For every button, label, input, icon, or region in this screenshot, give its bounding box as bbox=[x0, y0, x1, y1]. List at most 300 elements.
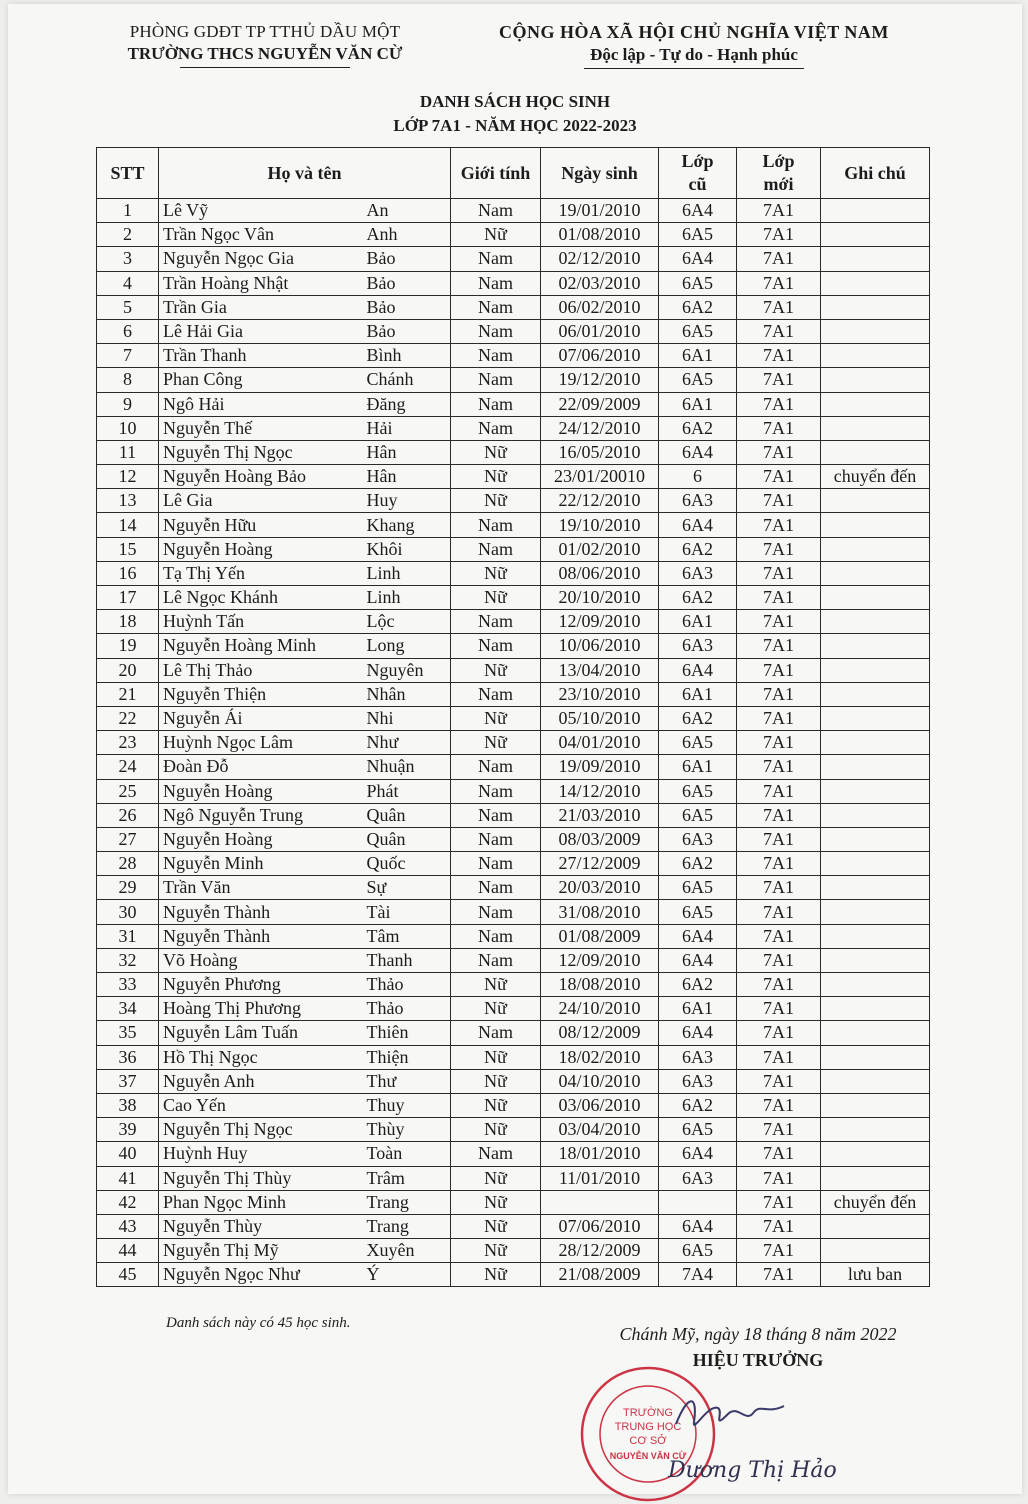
table-row bbox=[97, 344, 930, 368]
cell-note: chuyển đến bbox=[821, 465, 930, 489]
cell-gender: Nữ bbox=[451, 1093, 541, 1117]
cell-stt: 15 bbox=[97, 537, 159, 561]
cell-old-class: 6A1 bbox=[659, 610, 737, 634]
cell-dob: 19/10/2010 bbox=[541, 513, 659, 537]
cell-gender: Nữ bbox=[451, 1190, 541, 1214]
cell-stt: 24 bbox=[97, 755, 159, 779]
cell-new-class: 7A1 bbox=[737, 1021, 821, 1045]
table-row bbox=[97, 876, 930, 900]
cell-gender: Nữ bbox=[451, 1069, 541, 1093]
table-row bbox=[97, 755, 930, 779]
cell-given-name: Trang bbox=[363, 1190, 451, 1214]
cell-dob: 04/01/2010 bbox=[541, 731, 659, 755]
cell-old-class: 6A3 bbox=[659, 489, 737, 513]
cell-new-class: 7A1 bbox=[737, 1214, 821, 1238]
cell-given-name: Nhân bbox=[363, 682, 451, 706]
cell-new-class: 7A1 bbox=[737, 271, 821, 295]
cell-family-name: Lê Hải Gia bbox=[159, 319, 363, 343]
signature-stroke bbox=[676, 1401, 784, 1425]
cell-old-class: 6A5 bbox=[659, 731, 737, 755]
cell-dob: 20/10/2010 bbox=[541, 586, 659, 610]
cell-stt: 31 bbox=[97, 924, 159, 948]
cell-family-name: Hồ Thị Ngọc bbox=[159, 1045, 363, 1069]
cell-new-class: 7A1 bbox=[737, 368, 821, 392]
cell-note bbox=[821, 682, 930, 706]
cell-stt: 21 bbox=[97, 682, 159, 706]
table-row bbox=[97, 1045, 930, 1069]
cell-new-class: 7A1 bbox=[737, 344, 821, 368]
cell-stt: 19 bbox=[97, 634, 159, 658]
cell-family-name: Nguyễn Minh bbox=[159, 852, 363, 876]
cell-given-name: Thanh bbox=[363, 948, 451, 972]
cell-old-class: 6A5 bbox=[659, 779, 737, 803]
cell-note bbox=[821, 997, 930, 1021]
cell-old-class: 6A5 bbox=[659, 271, 737, 295]
cell-old-class: 6A4 bbox=[659, 924, 737, 948]
cell-new-class: 7A1 bbox=[737, 779, 821, 803]
table-row bbox=[97, 295, 930, 319]
signature-mark bbox=[668, 1384, 788, 1444]
cell-gender: Nữ bbox=[451, 706, 541, 730]
department-name: PHÒNG GDĐT TP TTHỦ DẦU MỘT bbox=[129, 22, 401, 41]
cell-new-class: 7A1 bbox=[737, 1263, 821, 1287]
table-row bbox=[97, 706, 930, 730]
cell-given-name: Sự bbox=[363, 876, 451, 900]
table-row bbox=[97, 1263, 930, 1287]
cell-note bbox=[821, 223, 930, 247]
cell-dob: 04/10/2010 bbox=[541, 1069, 659, 1093]
cell-stt: 1 bbox=[97, 199, 159, 223]
cell-note bbox=[821, 1166, 930, 1190]
cell-family-name: Lê Gia bbox=[159, 489, 363, 513]
cell-gender: Nam bbox=[451, 513, 541, 537]
cell-given-name: Thảo bbox=[363, 997, 451, 1021]
cell-old-class: 6A2 bbox=[659, 586, 737, 610]
cell-new-class: 7A1 bbox=[737, 537, 821, 561]
cell-new-class: 7A1 bbox=[737, 561, 821, 585]
cell-family-name: Trần Văn bbox=[159, 876, 363, 900]
cell-given-name: Thiện bbox=[363, 1045, 451, 1069]
cell-stt: 25 bbox=[97, 779, 159, 803]
table-row bbox=[97, 247, 930, 271]
cell-old-class: 6A2 bbox=[659, 852, 737, 876]
cell-stt: 8 bbox=[97, 368, 159, 392]
table-row bbox=[97, 1190, 930, 1214]
cell-stt: 16 bbox=[97, 561, 159, 585]
col-note: Ghi chú bbox=[821, 148, 930, 199]
cell-note bbox=[821, 513, 930, 537]
cell-dob: 01/08/2010 bbox=[541, 223, 659, 247]
cell-given-name: Hân bbox=[363, 465, 451, 489]
cell-given-name: Phát bbox=[363, 779, 451, 803]
cell-dob: 23/01/20010 bbox=[541, 465, 659, 489]
cell-new-class: 7A1 bbox=[737, 1045, 821, 1069]
cell-gender: Nữ bbox=[451, 1166, 541, 1190]
cell-family-name: Nguyễn Hoàng bbox=[159, 537, 363, 561]
col-gender: Giới tính bbox=[451, 148, 541, 199]
cell-stt: 32 bbox=[97, 948, 159, 972]
cell-gender: Nam bbox=[451, 416, 541, 440]
col-new-class bbox=[737, 148, 821, 199]
agency-header bbox=[100, 22, 430, 68]
table-row bbox=[97, 682, 930, 706]
cell-stt: 33 bbox=[97, 973, 159, 997]
cell-gender: Nam bbox=[451, 803, 541, 827]
motto: Độc lập - Tự do - Hạnh phúc bbox=[590, 45, 798, 64]
cell-note bbox=[821, 634, 930, 658]
cell-old-class: 6A3 bbox=[659, 1045, 737, 1069]
cell-gender: Nữ bbox=[451, 1045, 541, 1069]
cell-gender: Nam bbox=[451, 199, 541, 223]
cell-new-class: 7A1 bbox=[737, 827, 821, 851]
cell-note bbox=[821, 537, 930, 561]
cell-given-name: Thùy bbox=[363, 1118, 451, 1142]
cell-dob: 24/12/2010 bbox=[541, 416, 659, 440]
cell-family-name: Huỳnh Ngọc Lâm bbox=[159, 731, 363, 755]
cell-family-name: Ngô Hải bbox=[159, 392, 363, 416]
table-row bbox=[97, 513, 930, 537]
cell-new-class: 7A1 bbox=[737, 586, 821, 610]
cell-dob: 06/02/2010 bbox=[541, 295, 659, 319]
cell-gender: Nữ bbox=[451, 997, 541, 1021]
cell-old-class: 6A3 bbox=[659, 1166, 737, 1190]
cell-stt: 35 bbox=[97, 1021, 159, 1045]
cell-note bbox=[821, 1069, 930, 1093]
cell-dob: 03/04/2010 bbox=[541, 1118, 659, 1142]
cell-gender: Nữ bbox=[451, 1214, 541, 1238]
table-row bbox=[97, 1142, 930, 1166]
cell-given-name: Khôi bbox=[363, 537, 451, 561]
table-row bbox=[97, 489, 930, 513]
cell-given-name: An bbox=[363, 199, 451, 223]
cell-family-name: Võ Hoàng bbox=[159, 948, 363, 972]
cell-gender: Nữ bbox=[451, 731, 541, 755]
cell-given-name: Thuy bbox=[363, 1093, 451, 1117]
cell-note bbox=[821, 1118, 930, 1142]
cell-note bbox=[821, 610, 930, 634]
cell-gender: Nữ bbox=[451, 465, 541, 489]
cell-given-name: Trâm bbox=[363, 1166, 451, 1190]
cell-old-class: 6A3 bbox=[659, 561, 737, 585]
cell-note bbox=[821, 948, 930, 972]
table-row bbox=[97, 368, 930, 392]
cell-note bbox=[821, 1214, 930, 1238]
cell-family-name: Huỳnh Huy bbox=[159, 1142, 363, 1166]
cell-family-name: Nguyễn Hoàng bbox=[159, 827, 363, 851]
cell-stt: 23 bbox=[97, 731, 159, 755]
cell-dob: 21/03/2010 bbox=[541, 803, 659, 827]
cell-family-name: Nguyễn Hoàng Bảo bbox=[159, 465, 363, 489]
cell-new-class: 7A1 bbox=[737, 948, 821, 972]
cell-gender: Nữ bbox=[451, 561, 541, 585]
cell-given-name: Nhuận bbox=[363, 755, 451, 779]
cell-note bbox=[821, 271, 930, 295]
cell-given-name: Quốc bbox=[363, 852, 451, 876]
cell-stt: 14 bbox=[97, 513, 159, 537]
cell-dob: 08/12/2009 bbox=[541, 1021, 659, 1045]
cell-given-name: Bảo bbox=[363, 271, 451, 295]
cell-dob: 24/10/2010 bbox=[541, 997, 659, 1021]
cell-family-name: Nguyễn Thị Ngọc bbox=[159, 440, 363, 464]
cell-given-name: Hân bbox=[363, 440, 451, 464]
cell-old-class: 6A3 bbox=[659, 634, 737, 658]
cell-gender: Nam bbox=[451, 948, 541, 972]
table-row bbox=[97, 827, 930, 851]
cell-given-name: Tài bbox=[363, 900, 451, 924]
title-line2: LỚP 7A1 - NĂM HỌC 2022-2023 bbox=[393, 116, 637, 135]
cell-family-name: Trần Thanh bbox=[159, 344, 363, 368]
cell-new-class: 7A1 bbox=[737, 731, 821, 755]
cell-note bbox=[821, 344, 930, 368]
cell-stt: 30 bbox=[97, 900, 159, 924]
cell-given-name: Chánh bbox=[363, 368, 451, 392]
cell-stt: 10 bbox=[97, 416, 159, 440]
cell-gender: Nữ bbox=[451, 658, 541, 682]
cell-old-class: 6A4 bbox=[659, 247, 737, 271]
cell-stt: 26 bbox=[97, 803, 159, 827]
cell-family-name: Nguyễn Hoàng bbox=[159, 779, 363, 803]
cell-given-name: Nhi bbox=[363, 706, 451, 730]
signing-date: Chánh Mỹ, ngày 18 tháng 8 năm 2022 bbox=[619, 1324, 897, 1344]
col-new-class-line2: mới bbox=[763, 174, 794, 194]
cell-old-class: 6A2 bbox=[659, 416, 737, 440]
cell-gender: Nam bbox=[451, 827, 541, 851]
cell-old-class: 6A4 bbox=[659, 658, 737, 682]
cell-old-class: 6A5 bbox=[659, 1239, 737, 1263]
table-row bbox=[97, 803, 930, 827]
cell-gender: Nữ bbox=[451, 586, 541, 610]
cell-new-class: 7A1 bbox=[737, 489, 821, 513]
cell-note bbox=[821, 392, 930, 416]
cell-family-name: Lê Vỹ bbox=[159, 199, 363, 223]
cell-new-class: 7A1 bbox=[737, 1118, 821, 1142]
cell-gender: Nam bbox=[451, 610, 541, 634]
cell-note bbox=[821, 1045, 930, 1069]
cell-dob: 12/09/2010 bbox=[541, 948, 659, 972]
cell-dob: 19/12/2010 bbox=[541, 368, 659, 392]
cell-new-class: 7A1 bbox=[737, 682, 821, 706]
cell-gender: Nam bbox=[451, 876, 541, 900]
table-row bbox=[97, 1069, 930, 1093]
table-row bbox=[97, 392, 930, 416]
cell-new-class: 7A1 bbox=[737, 199, 821, 223]
cell-family-name: Ngô Nguyễn Trung bbox=[159, 803, 363, 827]
seal-text-1: TRƯỜNG bbox=[623, 1407, 673, 1419]
cell-note bbox=[821, 852, 930, 876]
cell-gender: Nữ bbox=[451, 973, 541, 997]
cell-given-name: Long bbox=[363, 634, 451, 658]
table-row bbox=[97, 634, 930, 658]
cell-new-class: 7A1 bbox=[737, 295, 821, 319]
table-row bbox=[97, 199, 930, 223]
cell-family-name: Trần Gia bbox=[159, 295, 363, 319]
document-title bbox=[8, 90, 1022, 138]
cell-family-name: Lê Thị Thảo bbox=[159, 658, 363, 682]
cell-old-class: 6 bbox=[659, 465, 737, 489]
cell-note bbox=[821, 440, 930, 464]
cell-old-class: 6A3 bbox=[659, 1069, 737, 1093]
cell-given-name: Anh bbox=[363, 223, 451, 247]
col-stt: STT bbox=[97, 148, 159, 199]
cell-old-class: 6A1 bbox=[659, 392, 737, 416]
cell-family-name: Trần Hoàng Nhật bbox=[159, 271, 363, 295]
country-name: CỘNG HÒA XÃ HỘI CHỦ NGHĨA VIỆT NAM bbox=[499, 22, 889, 42]
table-row bbox=[97, 271, 930, 295]
cell-family-name: Nguyễn Thành bbox=[159, 924, 363, 948]
cell-gender: Nam bbox=[451, 392, 541, 416]
cell-family-name: Nguyễn Thị Ngọc bbox=[159, 1118, 363, 1142]
cell-note: chuyển đến bbox=[821, 1190, 930, 1214]
col-old-class-line1: Lớp bbox=[681, 151, 714, 171]
cell-stt: 22 bbox=[97, 706, 159, 730]
cell-dob: 07/06/2010 bbox=[541, 344, 659, 368]
cell-note bbox=[821, 489, 930, 513]
cell-dob: 02/12/2010 bbox=[541, 247, 659, 271]
cell-family-name: Tạ Thị Yến bbox=[159, 561, 363, 585]
cell-new-class: 7A1 bbox=[737, 852, 821, 876]
cell-family-name: Cao Yến bbox=[159, 1093, 363, 1117]
cell-note bbox=[821, 731, 930, 755]
cell-note bbox=[821, 827, 930, 851]
cell-old-class: 7A4 bbox=[659, 1263, 737, 1287]
cell-given-name: Trang bbox=[363, 1214, 451, 1238]
cell-note bbox=[821, 900, 930, 924]
cell-note bbox=[821, 876, 930, 900]
cell-note bbox=[821, 924, 930, 948]
cell-stt: 9 bbox=[97, 392, 159, 416]
cell-family-name: Phan Công bbox=[159, 368, 363, 392]
cell-family-name: Đoàn Đỗ bbox=[159, 755, 363, 779]
cell-dob: 18/02/2010 bbox=[541, 1045, 659, 1069]
cell-gender: Nam bbox=[451, 852, 541, 876]
cell-family-name: Hoàng Thị Phương bbox=[159, 997, 363, 1021]
cell-old-class: 6A2 bbox=[659, 295, 737, 319]
cell-note bbox=[821, 561, 930, 585]
cell-gender: Nữ bbox=[451, 223, 541, 247]
cell-dob: 18/01/2010 bbox=[541, 1142, 659, 1166]
cell-old-class: 6A4 bbox=[659, 513, 737, 537]
cell-gender: Nữ bbox=[451, 1239, 541, 1263]
cell-dob: 18/08/2010 bbox=[541, 973, 659, 997]
col-old-class bbox=[659, 148, 737, 199]
cell-gender: Nữ bbox=[451, 1118, 541, 1142]
cell-stt: 12 bbox=[97, 465, 159, 489]
table-row bbox=[97, 610, 930, 634]
cell-old-class: 6A4 bbox=[659, 948, 737, 972]
cell-stt: 37 bbox=[97, 1069, 159, 1093]
table-row bbox=[97, 465, 930, 489]
cell-family-name: Nguyễn Hoàng Minh bbox=[159, 634, 363, 658]
cell-stt: 28 bbox=[97, 852, 159, 876]
cell-given-name: Hải bbox=[363, 416, 451, 440]
cell-note bbox=[821, 779, 930, 803]
cell-dob: 08/03/2009 bbox=[541, 827, 659, 851]
cell-new-class: 7A1 bbox=[737, 803, 821, 827]
cell-note bbox=[821, 1021, 930, 1045]
table-row bbox=[97, 1214, 930, 1238]
cell-new-class: 7A1 bbox=[737, 513, 821, 537]
school-underline bbox=[180, 67, 350, 68]
cell-stt: 13 bbox=[97, 489, 159, 513]
cell-given-name: Ý bbox=[363, 1263, 451, 1287]
cell-dob: 12/09/2010 bbox=[541, 610, 659, 634]
cell-note bbox=[821, 247, 930, 271]
cell-dob: 05/10/2010 bbox=[541, 706, 659, 730]
cell-new-class: 7A1 bbox=[737, 610, 821, 634]
table-row bbox=[97, 1166, 930, 1190]
table-header-row bbox=[97, 148, 930, 199]
cell-note bbox=[821, 803, 930, 827]
signer-role: HIỆU TRƯỞNG bbox=[692, 1350, 824, 1370]
cell-stt: 20 bbox=[97, 658, 159, 682]
table-row bbox=[97, 852, 930, 876]
cell-dob: 13/04/2010 bbox=[541, 658, 659, 682]
cell-dob: 19/09/2010 bbox=[541, 755, 659, 779]
cell-old-class: 6A4 bbox=[659, 1021, 737, 1045]
cell-family-name: Nguyễn Ái bbox=[159, 706, 363, 730]
cell-dob: 31/08/2010 bbox=[541, 900, 659, 924]
cell-dob bbox=[541, 1190, 659, 1214]
cell-dob: 08/06/2010 bbox=[541, 561, 659, 585]
cell-given-name: Lộc bbox=[363, 610, 451, 634]
cell-new-class: 7A1 bbox=[737, 997, 821, 1021]
cell-gender: Nam bbox=[451, 900, 541, 924]
cell-new-class: 7A1 bbox=[737, 319, 821, 343]
table-row bbox=[97, 561, 930, 585]
cell-old-class: 6A5 bbox=[659, 1118, 737, 1142]
cell-note bbox=[821, 319, 930, 343]
cell-old-class: 6A5 bbox=[659, 368, 737, 392]
cell-stt: 3 bbox=[97, 247, 159, 271]
cell-stt: 2 bbox=[97, 223, 159, 247]
cell-stt: 34 bbox=[97, 997, 159, 1021]
motto-underline bbox=[584, 68, 804, 69]
cell-old-class: 6A1 bbox=[659, 997, 737, 1021]
cell-dob: 22/12/2010 bbox=[541, 489, 659, 513]
table-row bbox=[97, 440, 930, 464]
col-name: Họ và tên bbox=[159, 148, 451, 199]
cell-new-class: 7A1 bbox=[737, 876, 821, 900]
cell-gender: Nam bbox=[451, 1142, 541, 1166]
document-page bbox=[8, 4, 1022, 1494]
cell-gender: Nam bbox=[451, 368, 541, 392]
cell-family-name: Nguyễn Thị Mỹ bbox=[159, 1239, 363, 1263]
cell-new-class: 7A1 bbox=[737, 1069, 821, 1093]
cell-gender: Nam bbox=[451, 755, 541, 779]
cell-given-name: Linh bbox=[363, 586, 451, 610]
cell-new-class: 7A1 bbox=[737, 1239, 821, 1263]
cell-family-name: Nguyễn Thành bbox=[159, 900, 363, 924]
cell-dob: 19/01/2010 bbox=[541, 199, 659, 223]
cell-new-class: 7A1 bbox=[737, 755, 821, 779]
cell-dob: 01/08/2009 bbox=[541, 924, 659, 948]
cell-given-name: Bình bbox=[363, 344, 451, 368]
cell-family-name: Nguyễn Thiện bbox=[159, 682, 363, 706]
cell-new-class: 7A1 bbox=[737, 706, 821, 730]
cell-dob: 22/09/2009 bbox=[541, 392, 659, 416]
table-row bbox=[97, 973, 930, 997]
cell-old-class: 6A5 bbox=[659, 876, 737, 900]
cell-gender: Nữ bbox=[451, 1263, 541, 1287]
cell-stt: 42 bbox=[97, 1190, 159, 1214]
cell-note bbox=[821, 1142, 930, 1166]
cell-old-class: 6A2 bbox=[659, 537, 737, 561]
table-row bbox=[97, 223, 930, 247]
cell-gender: Nam bbox=[451, 344, 541, 368]
cell-old-class: 6A1 bbox=[659, 755, 737, 779]
cell-given-name: Thảo bbox=[363, 973, 451, 997]
cell-old-class: 6A2 bbox=[659, 706, 737, 730]
